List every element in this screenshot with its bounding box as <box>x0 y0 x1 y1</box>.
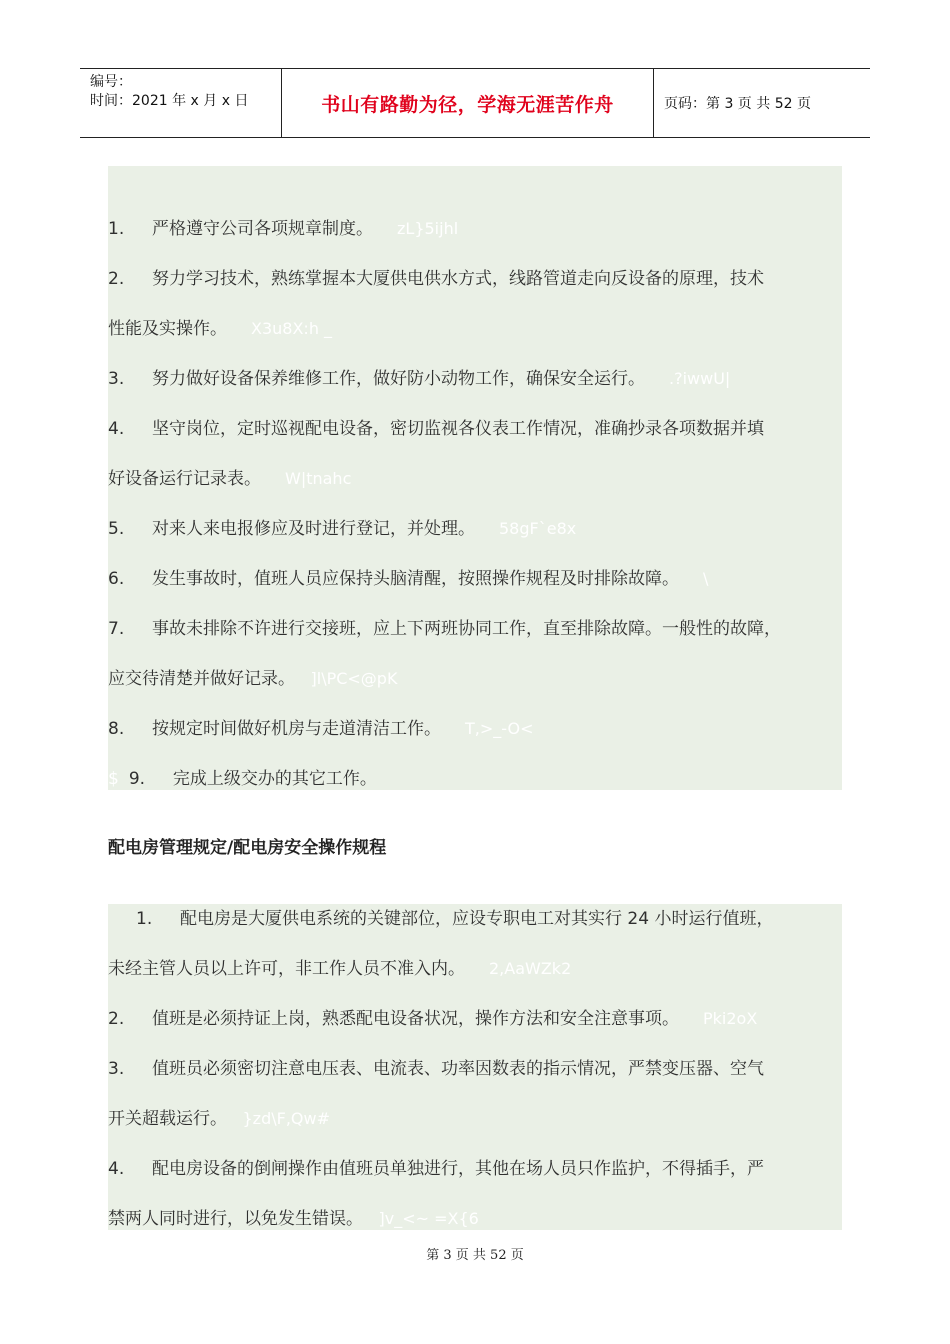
list-item-text: 按规定时间做好机房与走道清洁工作。 <box>152 719 441 739</box>
list-item-number: 4. <box>108 419 125 439</box>
hidden-watermark-text: ]v_<~ =X{6 <box>378 1209 479 1228</box>
list-item <box>108 904 896 934</box>
hidden-watermark-text: ]l\PC<@pK <box>310 669 398 688</box>
page-footer: 第 3 页 共 52 页 <box>426 1248 524 1263</box>
list-item-text: 性能及实操作。 <box>108 319 227 339</box>
list-item <box>108 564 868 594</box>
list-item-text: 开关超载运行。 <box>108 1109 219 1129</box>
list-item <box>108 664 868 694</box>
list-item-number: 9. <box>128 769 146 789</box>
list-item-text: 努力做好设备保养维修工作，做好防小动物工作，确保安全运行。 <box>152 369 645 389</box>
hidden-watermark-text: }zd\F,Qw# <box>242 1109 330 1128</box>
list-item-text: 配电房是大厦供电系统的关键部位，应设专职电工对其实行 24 小时运行值班， <box>180 909 774 929</box>
list-item <box>108 954 868 984</box>
list-item-text: 好设备运行记录表。 <box>108 469 261 489</box>
list-item-number: 3. <box>108 1059 125 1079</box>
hidden-watermark-text: T,>_-O< <box>465 719 534 738</box>
list-item <box>108 514 868 544</box>
duties-block <box>108 166 842 790</box>
list-item <box>108 764 868 794</box>
list-item <box>108 314 868 344</box>
list-item-number: 8. <box>108 719 125 739</box>
header-motto: 书山有路勤为径，学海无涯苦作舟 <box>282 69 654 137</box>
list-item-number: 1. <box>136 909 153 929</box>
list-item <box>108 264 868 294</box>
list-item-text: 事故未排除不许进行交接班，应上下两班协同工作，直至排除故障。一般性的故障， <box>152 619 781 639</box>
list-item <box>108 214 868 244</box>
hidden-watermark-text: \ <box>703 569 709 588</box>
list-item-text: 禁两人同时进行，以免发生错误。 <box>108 1209 355 1229</box>
list-item-number: 2. <box>108 1009 125 1029</box>
list-item <box>108 1004 868 1034</box>
hidden-watermark-text: .?iwwU| <box>669 369 731 388</box>
list-item-number: 4. <box>108 1159 125 1179</box>
list-item-text: 值班员必须密切注意电压表、电流表、功率因数表的指示情况，严禁变压器、空气 <box>152 1059 764 1079</box>
list-item-text: 努力学习技术，熟练掌握本大厦供电供水方式，线路管道走向反设备的原理，技术 <box>152 269 764 289</box>
hidden-watermark-text: 2,AaWZk2 <box>489 959 572 978</box>
hidden-watermark-text: zL}5ijhl <box>397 219 459 238</box>
document-time-label: 时间：2021 年 x 月 x 日 <box>90 93 249 109</box>
list-item <box>108 364 868 394</box>
list-item-prefix: $ <box>108 769 119 789</box>
list-item <box>108 1054 868 1084</box>
list-item <box>108 714 868 744</box>
header-meta <box>80 69 282 137</box>
list-item-text: 坚守岗位，定时巡视配电设备，密切监视各仪表工作情况，准确抄录各项数据并填 <box>152 419 764 439</box>
list-item-text: 应交待清楚并做好记录。 <box>108 669 287 689</box>
list-item-number: 2. <box>108 269 125 289</box>
list-item-text: 严格遵守公司各项规章制度。 <box>152 219 373 239</box>
page-header <box>80 68 870 138</box>
list-item-text: 完成上级交办的其它工作。 <box>172 769 377 789</box>
list-item <box>108 1104 868 1134</box>
section-title: 配电房管理规定/配电房安全操作规程 <box>108 838 387 858</box>
list-item-text: 发生事故时，值班人员应保持头脑清醒，按照操作规程及时排除故障。 <box>152 569 679 589</box>
hidden-watermark-text: W|tnahc <box>285 469 352 488</box>
hidden-watermark-text: X3u8X:h _ <box>251 319 333 338</box>
list-item-text: 值班是必须持证上岗，熟悉配电设备状况，操作方法和安全注意事项。 <box>152 1009 679 1029</box>
list-item-number: 5. <box>108 519 125 539</box>
list-item-number: 3. <box>108 369 125 389</box>
list-item <box>108 1204 868 1234</box>
list-item-number: 1. <box>108 219 125 239</box>
list-item-number: 7. <box>108 619 125 639</box>
list-item <box>108 464 868 494</box>
list-item <box>108 1154 868 1184</box>
list-item-text: 未经主管人员以上许可，非工作人员不准入内。 <box>108 959 465 979</box>
hidden-watermark-text: Pki2oX <box>703 1009 758 1028</box>
hidden-watermark-text: 58gF`e8x <box>499 519 577 538</box>
header-page-label: 页码：第 3 页 共 52 页 <box>664 96 811 112</box>
list-item-text: 对来人来电报修应及时进行登记，并处理。 <box>152 519 475 539</box>
rules-block <box>108 904 842 1230</box>
list-item-text: 配电房设备的倒闸操作由值班员单独进行，其他在场人员只作监护，不得插手，严 <box>152 1159 764 1179</box>
list-item <box>108 414 868 444</box>
list-item-number: 6. <box>108 569 125 589</box>
list-item <box>108 614 868 644</box>
document-number-label: 编号： <box>90 74 132 90</box>
